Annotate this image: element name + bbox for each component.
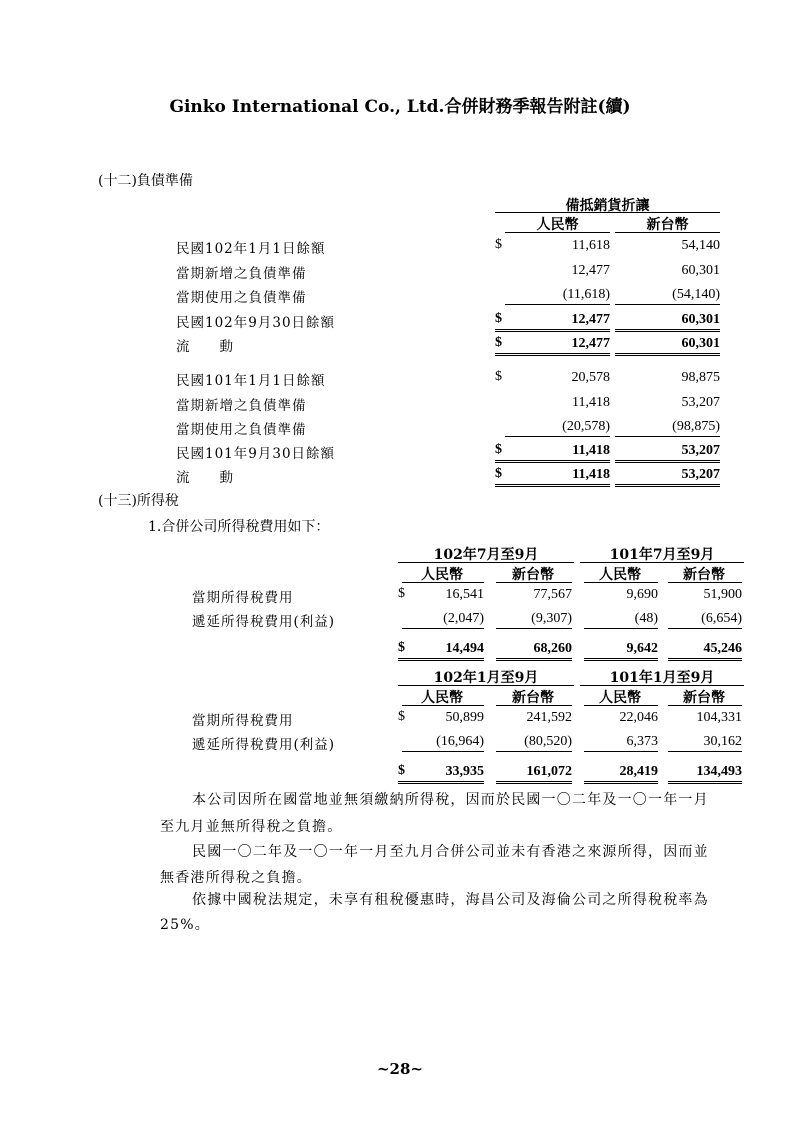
value-ntd: 60,301 [615,311,720,332]
header-rule [398,685,574,686]
dollar-sign: $ [398,709,405,724]
dollar-sign: $ [495,442,502,457]
value-rmb: 12,477 [495,335,610,356]
note-2-line-1: 民國一〇二年及一〇一年一月至九月合併公司並未有香港之來源所得，因而並 [192,844,709,860]
total-b-ntd: 134,493 [668,763,742,784]
col-header-rmb: 人民幣 [599,567,641,583]
value-ntd: 60,301 [681,263,720,278]
value-b-rmb: 6,373 [584,733,658,752]
total-a-rmb: 33,935 [398,763,484,784]
total-a-ntd: 68,260 [496,640,572,661]
row-label: 當期新增之負債準備 [176,398,307,414]
value-rmb: 12,477 [571,263,610,278]
value-ntd: (98,875) [615,418,720,437]
value-a-rmb: (16,964) [402,733,484,752]
row-label: 民國101年9月30日餘額 [176,446,336,462]
total-a-rmb: 14,494 [398,640,484,661]
header-rule [584,582,658,583]
note-1-line-2: 至九月並無所得稅之負擔。 [160,819,343,835]
row-label: 流 動 [176,470,234,486]
value-a-ntd: 241,592 [526,710,572,725]
provisions-group-header: 備抵銷貨折讓 [565,198,650,214]
value-rmb: 11,418 [495,466,610,487]
row-label: 當期使用之負債準備 [176,290,307,306]
value-b-ntd: (6,654) [668,610,742,629]
row-label: 流 動 [176,339,234,355]
period-header: 102年7月至9月 [433,547,539,563]
value-b-ntd: 104,331 [696,710,742,725]
value-ntd: 98,875 [681,370,720,385]
value-ntd: (54,140) [615,286,720,305]
dollar-sign: $ [495,466,502,481]
row-label: 當期使用之負債準備 [176,422,307,438]
header-rule [495,212,720,213]
row-label: 民國101年1月1日餘額 [176,373,326,389]
value-b-rmb: 22,046 [619,710,658,725]
header-rule [398,562,574,563]
value-rmb: 11,618 [572,238,610,253]
header-rule [402,705,484,706]
period-header: 101年7月至9月 [609,547,715,563]
section-heading-provisions: (十二)負債準備 [98,173,193,189]
header-rule [615,232,720,233]
period-header: 101年1月至9月 [609,670,715,686]
value-a-ntd: (9,307) [496,610,572,629]
income-tax-subheading: 1.合併公司所得稅費用如下： [148,519,330,535]
header-rule [668,582,742,583]
total-b-ntd: 45,246 [668,640,742,661]
value-ntd: 60,301 [615,335,720,356]
header-rule [580,685,744,686]
provisions-col-ntd: 新台幣 [646,217,689,233]
value-a-rmb: 50,899 [445,710,484,725]
header-rule [668,705,742,706]
page-number: ~28~ [376,1060,423,1078]
col-header-ntd: 新台幣 [512,690,554,706]
total-a-ntd: 161,072 [496,763,572,784]
header-rule [584,705,658,706]
header-rule [496,705,572,706]
provisions-col-rmb: 人民幣 [536,217,579,233]
row-label: 民國102年1月1日餘額 [176,241,326,257]
row-label: 民國102年9月30日餘額 [176,315,336,331]
col-header-ntd: 新台幣 [683,567,725,583]
value-rmb: 20,578 [571,370,610,385]
total-b-rmb: 9,642 [584,640,658,661]
dollar-sign: $ [495,369,502,384]
dollar-sign: $ [398,640,405,655]
value-b-ntd: 30,162 [668,733,742,752]
header-rule [496,582,572,583]
total-b-rmb: 28,419 [584,763,658,784]
value-rmb: (20,578) [505,418,610,437]
value-b-rmb: 9,690 [626,587,658,602]
value-ntd: 53,207 [681,395,720,410]
value-rmb: 12,477 [495,311,610,332]
value-ntd: 53,207 [615,466,720,487]
value-b-ntd: 51,900 [703,587,742,602]
value-b-rmb: (48) [584,610,658,629]
dollar-sign: $ [495,311,502,326]
value-ntd: 53,207 [615,442,720,463]
col-header-ntd: 新台幣 [683,690,725,706]
value-a-rmb: (2,047) [402,610,484,629]
period-header: 102年1月至9月 [433,670,539,686]
dollar-sign: $ [495,237,502,252]
note-3-line-2: 25%。 [160,917,210,933]
row-label: 當期新增之負債準備 [176,266,307,282]
section-heading-income-tax: (十三)所得稅 [98,493,179,509]
row-label: 遞延所得稅費用(利益) [192,614,336,630]
dollar-sign: $ [398,586,405,601]
col-header-rmb: 人民幣 [421,690,463,706]
dollar-sign: $ [495,335,502,350]
value-ntd: 54,140 [681,238,720,253]
note-3-line-1: 依據中國稅法規定，未享有租稅優惠時，海昌公司及海倫公司之所得稅稅率為 [192,892,709,908]
note-2-line-2: 無香港所得稅之負擔。 [160,870,312,886]
value-rmb: (11,618) [505,286,610,305]
header-rule [402,582,484,583]
value-a-ntd: (80,520) [496,733,572,752]
value-a-ntd: 77,567 [533,587,572,602]
header-rule [505,232,610,233]
row-label: 當期所得稅費用 [192,590,294,606]
dollar-sign: $ [398,763,405,778]
page-title: Ginko International Co., Ltd.合併財務季報告附註(續) [169,97,631,117]
row-label: 當期所得稅費用 [192,713,294,729]
col-header-rmb: 人民幣 [421,567,463,583]
row-label: 遞延所得稅費用(利益) [192,737,336,753]
value-rmb: 11,418 [572,395,610,410]
value-rmb: 11,418 [495,442,610,463]
col-header-rmb: 人民幣 [599,690,641,706]
note-1-line-1: 本公司因所在國當地並無須繳納所得稅，因而於民國一〇二年及一〇一年一月 [192,792,709,808]
header-rule [580,562,744,563]
col-header-ntd: 新台幣 [512,567,554,583]
value-a-rmb: 16,541 [445,587,484,602]
